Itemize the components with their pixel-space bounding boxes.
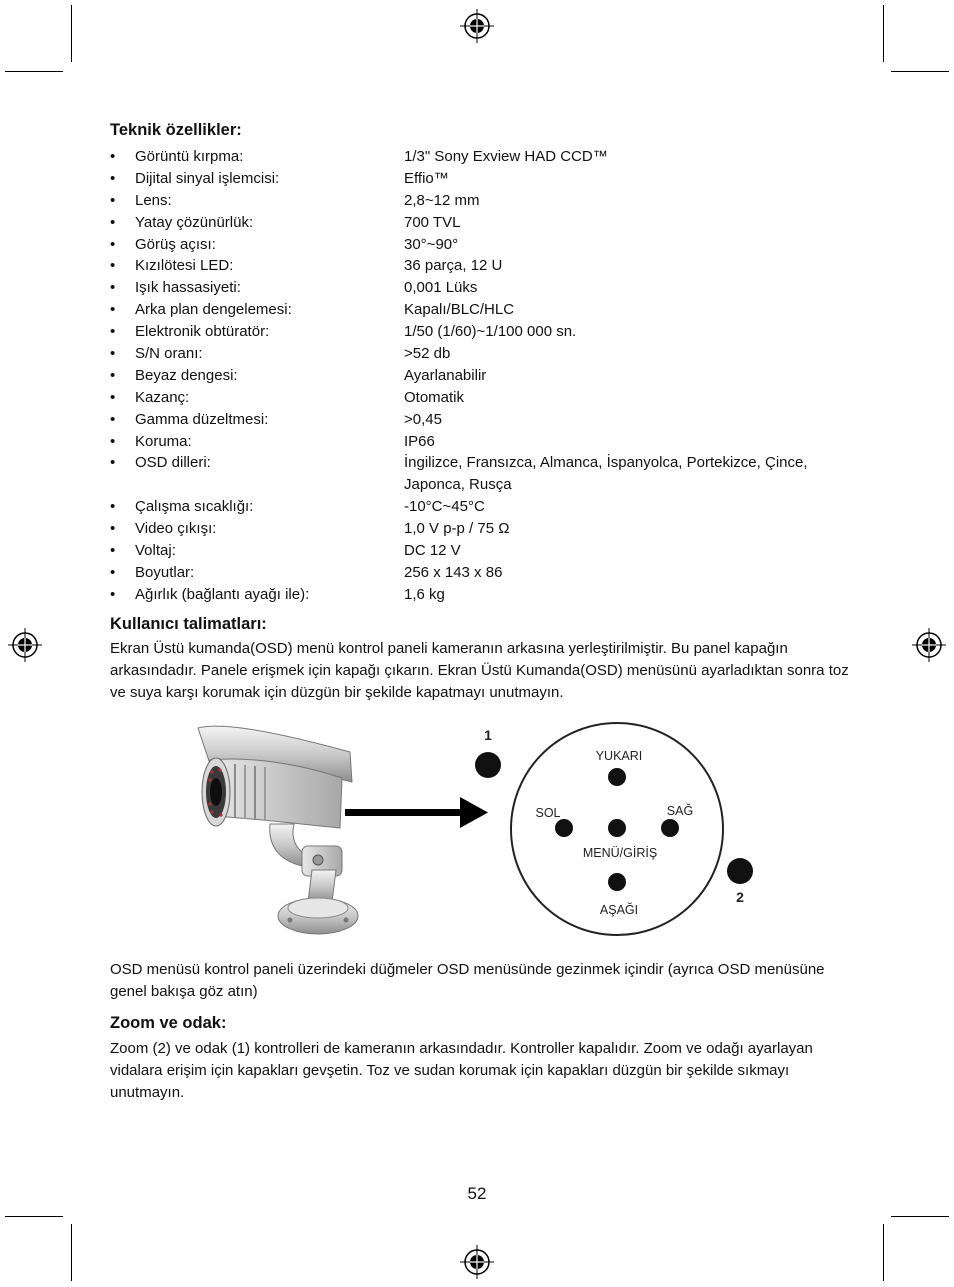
spec-label: Görüş açısı: xyxy=(135,235,216,253)
menu-enter-label: MENÜ/GİRİŞ xyxy=(582,846,658,860)
down-label: AŞAĞI xyxy=(599,903,639,917)
spec-row xyxy=(110,387,870,409)
spec-label: Ağırlık (bağlantı ayağı ile): xyxy=(135,585,310,603)
spec-row xyxy=(110,255,870,277)
spec-row xyxy=(110,496,870,518)
bullet: • xyxy=(110,498,116,516)
camera-illustration xyxy=(198,726,358,934)
spec-value: 700 TVL xyxy=(404,213,461,231)
page-number: 52 xyxy=(467,1184,487,1203)
spec-value: Ayarlanabilir xyxy=(404,366,487,384)
spec-label: Çalışma sıcaklığı: xyxy=(135,498,254,516)
up-label: YUKARI xyxy=(595,749,643,763)
zoom-label: 2 xyxy=(736,889,744,905)
spec-row xyxy=(110,321,870,343)
spec-label: Elektronik obtüratör: xyxy=(135,323,270,341)
spec-label: Koruma: xyxy=(135,432,192,450)
spec-label: S/N oranı: xyxy=(135,345,203,363)
spec-list xyxy=(110,146,870,606)
spec-row xyxy=(110,562,870,584)
user-manual-title: Kullanıcı talimatları: xyxy=(110,615,267,633)
spec-value: IP66 xyxy=(404,432,435,450)
spec-label: Gamma düzeltmesi: xyxy=(135,410,269,428)
spec-label: Video çıkışı: xyxy=(135,520,217,538)
spec-row xyxy=(110,212,870,234)
spec-value: 256 x 143 x 86 xyxy=(404,563,503,581)
spec-label: Yatay çözünürlük: xyxy=(135,213,254,231)
spec-row xyxy=(110,190,870,212)
spec-label: Kazanç: xyxy=(135,388,190,406)
bullet: • xyxy=(110,410,116,428)
bullet: • xyxy=(110,345,116,363)
bullet: • xyxy=(110,301,116,319)
spec-value: 0,001 Lüks xyxy=(404,279,478,297)
bullet: • xyxy=(110,585,116,603)
zoom-focus-text: Zoom (2) ve odak (1) kontrolleri de kameranın arkasındadır. Kontroller kapalıdır. Zoom ve odağı ayarlayan vidalara erişim için kapakları gevşetin. Toz ve sudan korumak için kapakları düzgün bir şekilde sıkmayı unutmayın. xyxy=(110,1040,813,1101)
bullet: • xyxy=(110,323,116,341)
spec-value: 1,0 V p-p / 75 Ω xyxy=(404,520,510,538)
spec-row xyxy=(110,234,870,256)
arrow-right-icon xyxy=(345,797,488,828)
spec-row xyxy=(110,146,870,168)
bullet: • xyxy=(110,257,116,275)
spec-value: -10°C~45°C xyxy=(404,498,485,516)
spec-value: Kapalı/BLC/HLC xyxy=(404,301,515,319)
spec-label: Görüntü kırpma: xyxy=(135,148,244,165)
osd-diagram xyxy=(190,720,765,948)
spec-label: Kızılötesi LED: xyxy=(135,257,234,275)
zoom-focus-title: Zoom ve odak: xyxy=(110,1014,227,1032)
focus-label: 1 xyxy=(484,727,492,743)
right-button[interactable] xyxy=(661,819,679,837)
spec-label: Işık hassasiyeti: xyxy=(135,279,241,297)
spec-row xyxy=(110,452,870,496)
spec-value: 1/50 (1/60)~1/100 000 sn. xyxy=(404,323,577,341)
up-button[interactable] xyxy=(608,768,626,786)
bullet: • xyxy=(110,542,116,560)
spec-label: Voltaj: xyxy=(135,542,176,560)
spec-label: Dijital sinyal işlemcisi: xyxy=(135,169,280,187)
osd-note-text: OSD menüsü kontrol paneli üzerindeki düğmeler OSD menüsünde gezinmek içindir (ayrıca OSD menüsüne genel bakışa göz atın) xyxy=(110,961,825,1000)
spec-row xyxy=(110,584,870,606)
bullet: • xyxy=(110,235,116,253)
bullet: • xyxy=(110,366,116,384)
spec-row xyxy=(110,431,870,453)
spec-value: DC 12 V xyxy=(404,542,461,560)
bullet: • xyxy=(110,169,116,187)
spec-row xyxy=(110,299,870,321)
bullet: • xyxy=(110,454,116,472)
registration-mark-left xyxy=(7,627,43,663)
spec-row xyxy=(110,277,870,299)
right-label: SAĞ xyxy=(666,804,694,818)
spec-row xyxy=(110,343,870,365)
bullet: • xyxy=(110,520,116,538)
registration-mark-right xyxy=(911,627,947,663)
spec-value: Effio™ xyxy=(404,169,449,187)
spec-value: >52 db xyxy=(404,345,451,363)
bullet: • xyxy=(110,563,116,581)
spec-value: 36 parça, 12 U xyxy=(404,257,503,275)
spec-value: Otomatik xyxy=(404,388,465,406)
down-button[interactable] xyxy=(608,873,626,891)
spec-value: 1,6 kg xyxy=(404,585,445,603)
spec-row xyxy=(110,518,870,540)
user-manual-text: Ekran Üstü kumanda(OSD) menü kontrol paneli kameranın arkasına yerleştirilmiştir. Bu panel kapağın arkasındadır. Panele erişmek için kapağı çıkarın. Ekran Üstü Kumanda(OSD) menüsünü ayarladıktan sonra toz ve suya karşı korumak için düzgün bir şekilde kapatmayı unutmayın. xyxy=(110,640,849,701)
spec-label: Arka plan dengelemesi: xyxy=(135,301,292,319)
registration-mark-top xyxy=(459,8,495,44)
bullet: • xyxy=(110,388,116,406)
spec-row xyxy=(110,365,870,387)
bullet: • xyxy=(110,279,116,297)
spec-row xyxy=(110,540,870,562)
registration-mark-bottom xyxy=(459,1244,495,1280)
bullet: • xyxy=(110,191,116,209)
bullet: • xyxy=(110,432,116,450)
spec-row xyxy=(110,168,870,190)
spec-label: Beyaz dengesi: xyxy=(135,366,238,384)
spec-value: İngilizce, Fransızca, Almanca, İspanyolca, Portekizce, Çince, Japonca, Rusça xyxy=(404,454,808,494)
specs-title: Teknik özellikler: xyxy=(110,121,242,139)
left-label: SOL xyxy=(535,806,561,820)
bullet: • xyxy=(110,213,116,231)
spec-label: OSD dilleri: xyxy=(135,454,211,472)
bullet: • xyxy=(110,148,116,165)
spec-value: 30°~90° xyxy=(404,235,459,253)
spec-label: Lens: xyxy=(135,191,172,209)
spec-value: 2,8~12 mm xyxy=(404,191,480,209)
spec-row xyxy=(110,409,870,431)
focus-control-icon xyxy=(475,752,501,778)
left-button[interactable] xyxy=(555,819,573,837)
menu-enter-button[interactable] xyxy=(608,819,626,837)
spec-label: Boyutlar: xyxy=(135,563,195,581)
spec-value: >0,45 xyxy=(404,410,442,428)
spec-value: 1/3" Sony Exview HAD CCD™ xyxy=(404,148,608,165)
zoom-control-icon xyxy=(727,858,753,884)
